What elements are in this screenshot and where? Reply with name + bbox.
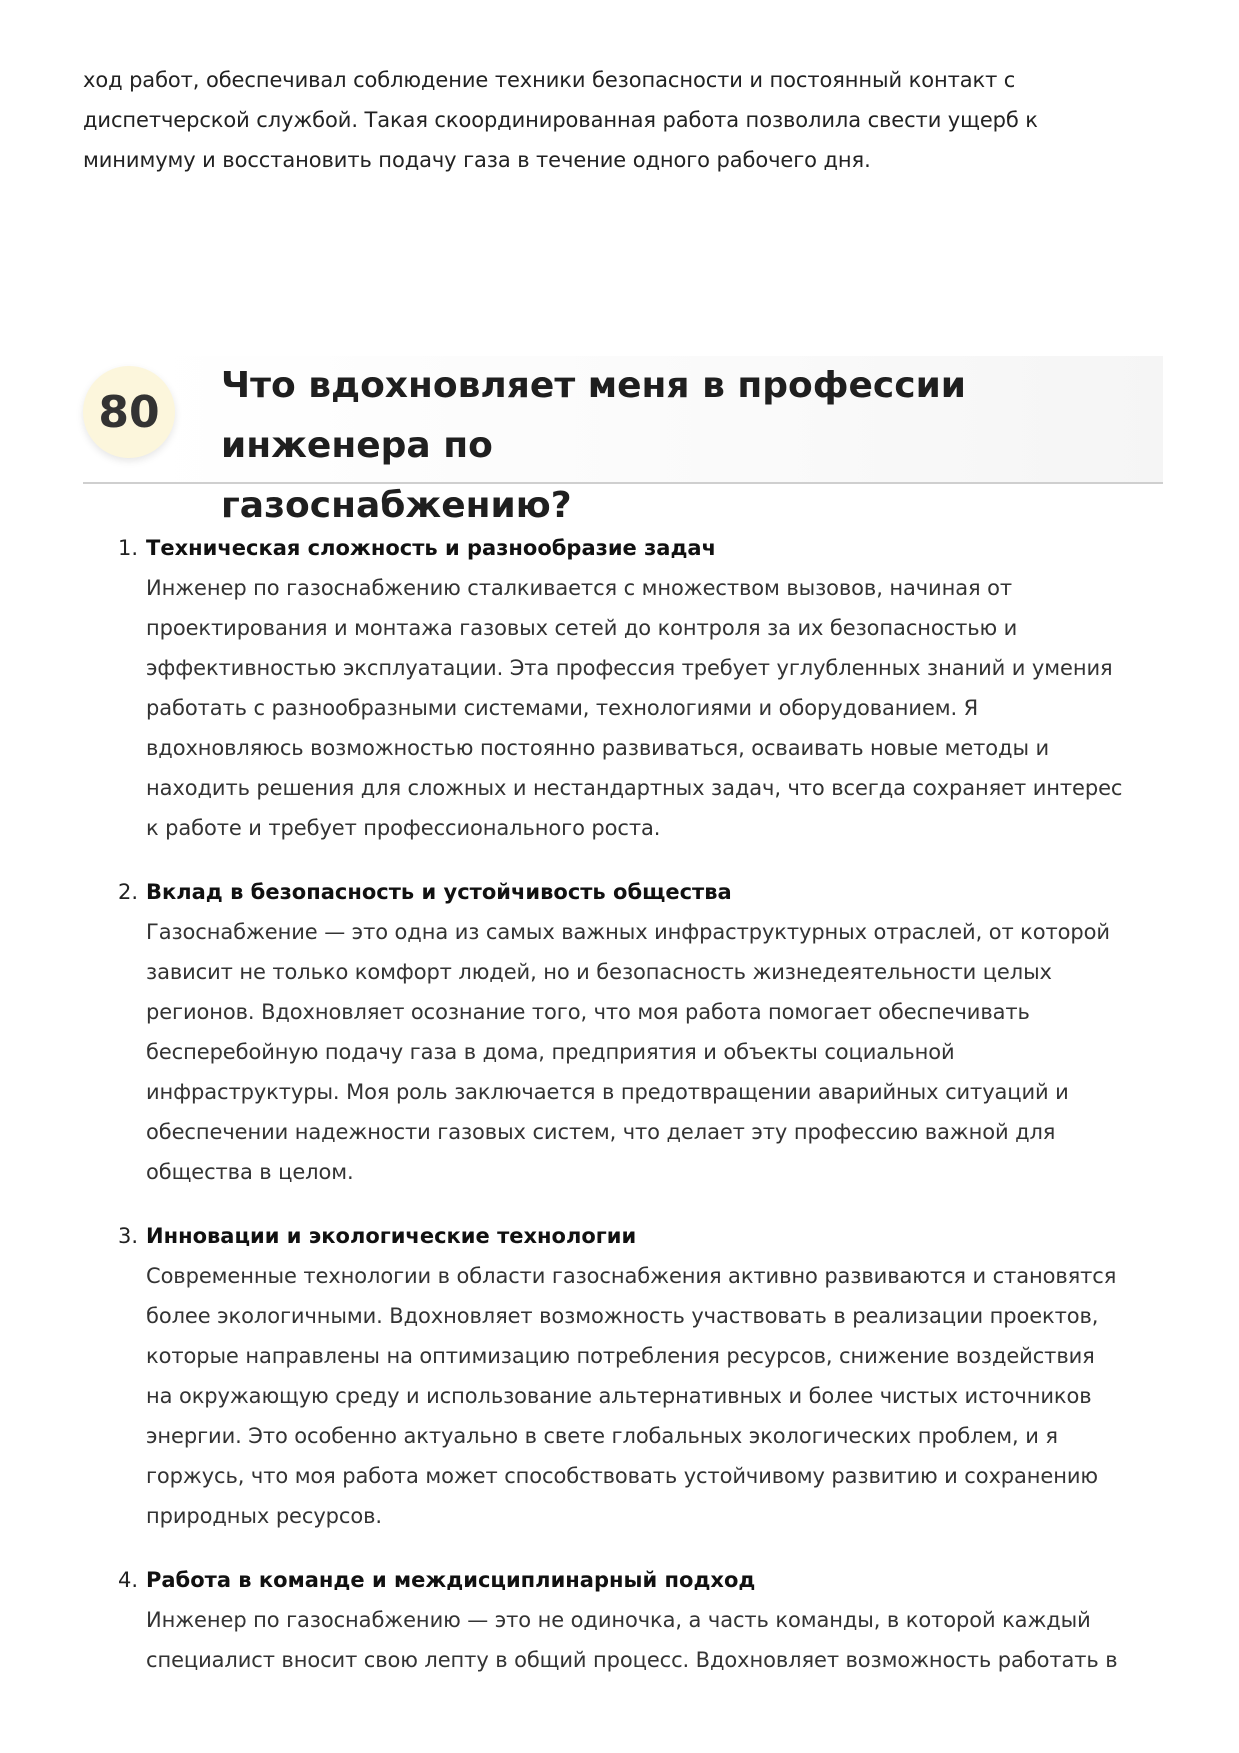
list-item-line: энергии. Это особенно актуально в свете глобальных экологических проблем, и я — [146, 1424, 1058, 1448]
list-item-line: Газоснабжение — это одна из самых важных инфраструктурных отраслей, от которой — [146, 920, 1110, 944]
section-title-line: Что вдохновляет меня в профессии инженера по — [221, 365, 967, 466]
list-item-number: 1. — [118, 536, 139, 560]
list-item-title: Инновации и экологические технологии — [146, 1224, 637, 1248]
list-item-number: 4. — [118, 1568, 139, 1592]
list-item-line: работать с разнообразными системами, технологиями и оборудованием. Я — [146, 696, 979, 720]
list-item-line: более экологичными. Вдохновляет возможность участвовать в реализации проектов, — [146, 1304, 1099, 1328]
list-item — [83, 1560, 1163, 1680]
section-number-badge: 80 — [83, 366, 175, 458]
list-item-line: специалист вносит свою лепту в общий процесс. Вдохновляет возможность работать в — [146, 1648, 1118, 1672]
section-header — [83, 356, 1163, 526]
list-item-line: Инженер по газоснабжению — это не одиночка, а часть команды, в которой каждый — [146, 1608, 1091, 1632]
list-item — [83, 528, 1163, 848]
list-item-line: к работе и требует профессионального роста. — [146, 816, 661, 840]
intro-line: ход работ, обеспечивал соблюдение техники безопасности и постоянный контакт с — [83, 68, 1016, 92]
reasons-list — [83, 528, 1163, 1704]
intro-block — [83, 60, 1163, 180]
list-item — [83, 872, 1163, 1192]
list-item-line: инфраструктуры. Моя роль заключается в предотвращении аварийных ситуаций и — [146, 1080, 1069, 1104]
section-title-line: газоснабжению? — [221, 485, 572, 526]
list-item-line: вдохновляюсь возможностью постоянно развиваться, осваивать новые методы и — [146, 736, 1050, 760]
list-item-number: 3. — [118, 1224, 139, 1248]
intro-paragraph — [83, 60, 1163, 180]
list-item-line: на окружающую среду и использование альтернативных и более чистых источников — [146, 1384, 1092, 1408]
list-item-line: проектирования и монтажа газовых сетей до контроля за их безопасностью и — [146, 616, 1018, 640]
section-divider — [83, 482, 1163, 484]
list-item-line: Инженер по газоснабжению сталкивается с множеством вызовов, начиная от — [146, 576, 1012, 600]
list-item-line: природных ресурсов. — [146, 1504, 382, 1528]
list-item-line: обеспечении надежности газовых систем, что делает эту профессию важной для — [146, 1120, 1056, 1144]
list-item-line: зависит не только комфорт людей, но и безопасность жизнедеятельности целых — [146, 960, 1052, 984]
list-item-line: которые направлены на оптимизацию потребления ресурсов, снижение воздействия — [146, 1344, 1095, 1368]
list-item-title: Вклад в безопасность и устойчивость общества — [146, 880, 732, 904]
list-item-number: 2. — [118, 880, 139, 904]
list-item-title: Техническая сложность и разнообразие задач — [146, 536, 717, 560]
list-item-line: общества в целом. — [146, 1160, 354, 1184]
list-item — [83, 1216, 1163, 1536]
list-item-line: горжусь, что моя работа может способствовать устойчивому развитию и сохранению — [146, 1464, 1099, 1488]
intro-line: диспетчерской службой. Такая скоординированная работа позволила свести ущерб к — [83, 108, 1038, 132]
section-title — [221, 356, 1151, 536]
list-item-line: Современные технологии в области газоснабжения активно развиваются и становятся — [146, 1264, 1117, 1288]
list-item-line: регионов. Вдохновляет осознание того, что моя работа помогает обеспечивать — [146, 1000, 1030, 1024]
list-item-line: находить решения для сложных и нестандартных задач, что всегда сохраняет интерес — [146, 776, 1123, 800]
list-item-line: бесперебойную подачу газа в дома, предприятия и объекты социальной — [146, 1040, 955, 1064]
intro-line: минимуму и восстановить подачу газа в течение одного рабочего дня. — [83, 148, 871, 172]
list-item-line: эффективностью эксплуатации. Эта профессия требует углубленных знаний и умения — [146, 656, 1113, 680]
list-item-title: Работа в команде и междисциплинарный подход — [146, 1568, 756, 1592]
